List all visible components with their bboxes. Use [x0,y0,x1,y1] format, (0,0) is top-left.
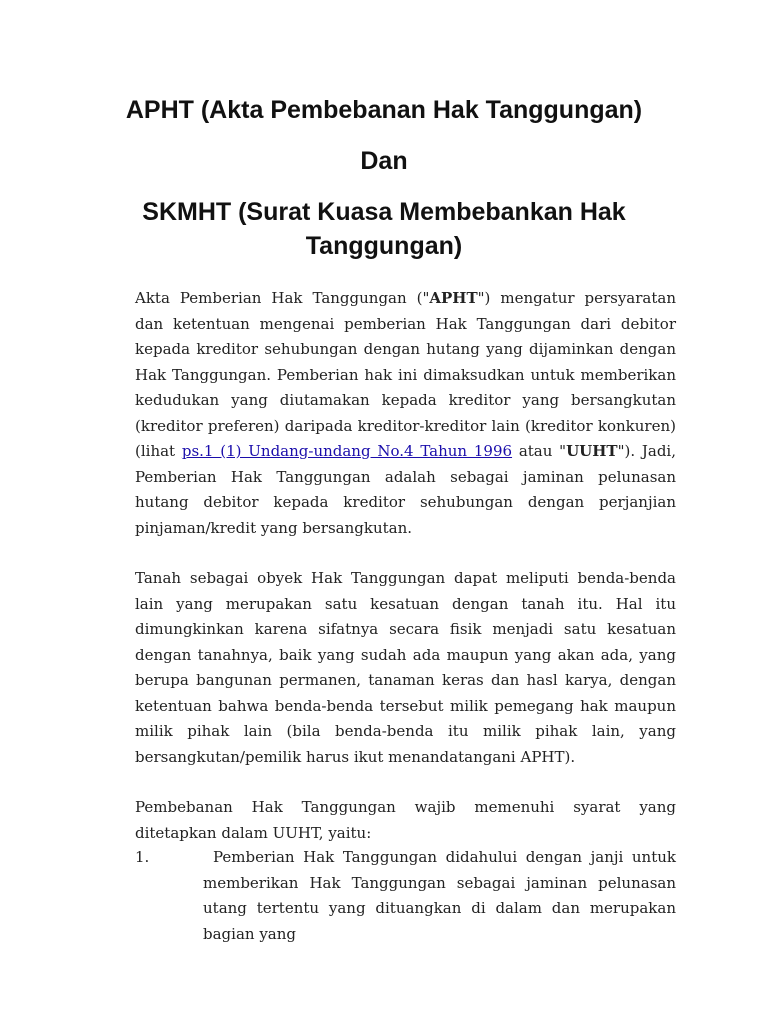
paragraph-3 [135,795,676,846]
paragraph-1-text-a: Akta Pemberian Hak Tanggungan (" [135,289,430,307]
paragraph-1-text-f: "). Jadi, Pemberian Hak Tanggungan adalah sebagai jaminan pelunasan hutang debitor kepada kreditor sehubungan dengan perjanjian pinjaman/kredit yang bersangkutan. [135,442,676,537]
title-line-1: APHT (Akta Pembebanan Hak Tanggungan) [125,96,643,124]
paragraph-1 [135,286,676,541]
list-item-number: 1. [135,848,150,866]
list-item [135,845,676,947]
paragraph-1-text-c: ") mengatur persyaratan dan ketentuan mengenai pemberian Hak Tanggungan dari debitor kepada kreditor sehubungan dengan hutang yang dijaminkan dengan Hak Tanggungan. Pemberian hak ini dimaksudkan untuk memberikan kedudukan yang diutamakan kepada kreditor yang bersangkutan (kreditor preferen) daripada kreditor-kreditor lain (kreditor konkuren) (lihat [135,289,676,460]
law-reference-link[interactable]: ps.1 (1) Undang-undang No.4 Tahun 1996 [181,442,513,460]
apht-term: APHT [429,289,478,307]
title-line-2: Dan [360,147,408,175]
title-line-3: SKMHT (Surat Kuasa Membebankan Hak Tanggungan) [142,198,626,260]
paragraph-1-text-d: atau " [512,442,567,460]
paragraph-2-text: Tanah sebagai obyek Hak Tanggungan dapat meliputi benda-benda lain yang merupakan satu kesatuan dengan tanah itu. Hal itu dimungkinkan karena sifatnya secara fisik menjadi satu kesatuan dengan tanahnya, baik yang sudah ada maupun yang akan ada, yang berupa bangunan permanen, tanaman keras dan hasl karya, dengan ketentuan bahwa benda-benda tersebut milik pemegang hak maupun milik pihak lain (bila benda-benda itu milik pihak lain, yang bersangkutan/pemilik harus ikut menandatangani APHT). [135,569,676,766]
uuht-term: UUHT [566,442,618,460]
paragraph-2 [135,566,676,770]
list-item-text: Pemberian Hak Tanggungan didahului dengan janji untuk memberikan Hak Tanggungan sebagai jaminan pelunasan utang tertentu yang dituangkan di dalam dan merupakan bagian yang [203,848,676,943]
paragraph-3-text: Pembebanan Hak Tanggungan wajib memenuhi syarat yang ditetapkan dalam UUHT, yaitu: [135,798,676,842]
